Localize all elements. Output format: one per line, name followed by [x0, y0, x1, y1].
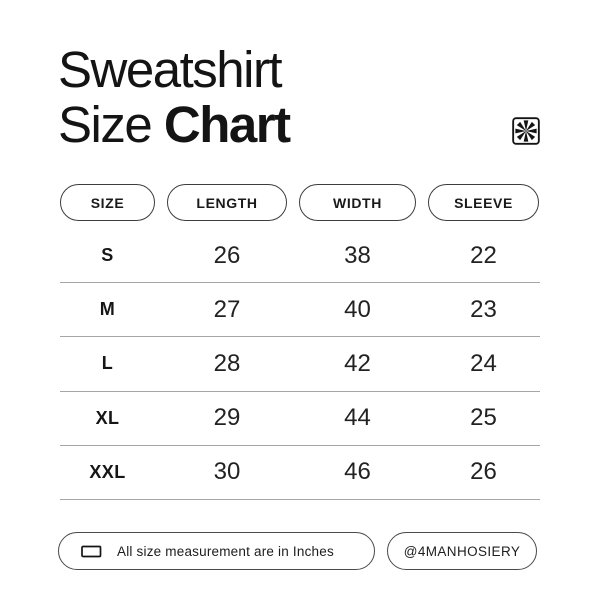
measure-box-icon	[81, 545, 102, 558]
table-row	[60, 337, 540, 391]
width-value: 40	[344, 295, 371, 323]
width-value: 38	[344, 241, 371, 269]
sleeve-value: 22	[470, 241, 497, 269]
sleeve-value: 25	[470, 404, 497, 432]
column-header-size-label: SIZE	[90, 194, 125, 211]
table-row	[60, 229, 540, 283]
brand-handle-pill[interactable]	[387, 532, 537, 570]
sleeve-value: 26	[470, 458, 497, 486]
column-header-sleeve-label: SLEEVE	[454, 194, 513, 211]
column-header-size	[60, 184, 155, 221]
column-header-width	[299, 184, 416, 221]
table-header-row	[60, 184, 540, 221]
title-line-1: Sweatshirt	[58, 41, 282, 98]
length-value: 28	[213, 349, 241, 377]
column-header-length-label: LENGTH	[196, 194, 258, 211]
brand-handle-text: @4MANHOSIERY	[403, 543, 521, 559]
asterisk-burst-icon	[512, 117, 540, 145]
column-header-width-label: WIDTH	[333, 194, 382, 211]
size-label: XXL	[89, 461, 126, 482]
table-row	[60, 446, 540, 500]
width-value: 44	[344, 404, 371, 432]
size-label: XL	[95, 407, 120, 428]
size-table	[60, 229, 540, 500]
size-label: M	[99, 299, 116, 320]
page-title	[58, 42, 290, 152]
table-row	[60, 283, 540, 337]
length-value: 30	[213, 458, 241, 486]
sleeve-value: 24	[470, 349, 497, 377]
units-note-pill	[58, 532, 375, 570]
title-word-chart: Chart	[163, 96, 290, 153]
size-label: S	[101, 245, 114, 266]
sleeve-value: 23	[470, 295, 497, 323]
width-value: 42	[344, 349, 371, 377]
size-label: L	[101, 353, 114, 374]
title-word-size: Size	[58, 96, 152, 153]
length-value: 27	[213, 295, 241, 323]
width-value: 46	[344, 458, 371, 486]
column-header-length	[167, 184, 287, 221]
title-line-2	[58, 97, 290, 152]
length-value: 29	[213, 404, 241, 432]
length-value: 26	[213, 241, 241, 269]
column-header-sleeve	[428, 184, 539, 221]
units-note-text: All size measurement are in Inches	[117, 543, 334, 559]
table-row	[60, 392, 540, 446]
